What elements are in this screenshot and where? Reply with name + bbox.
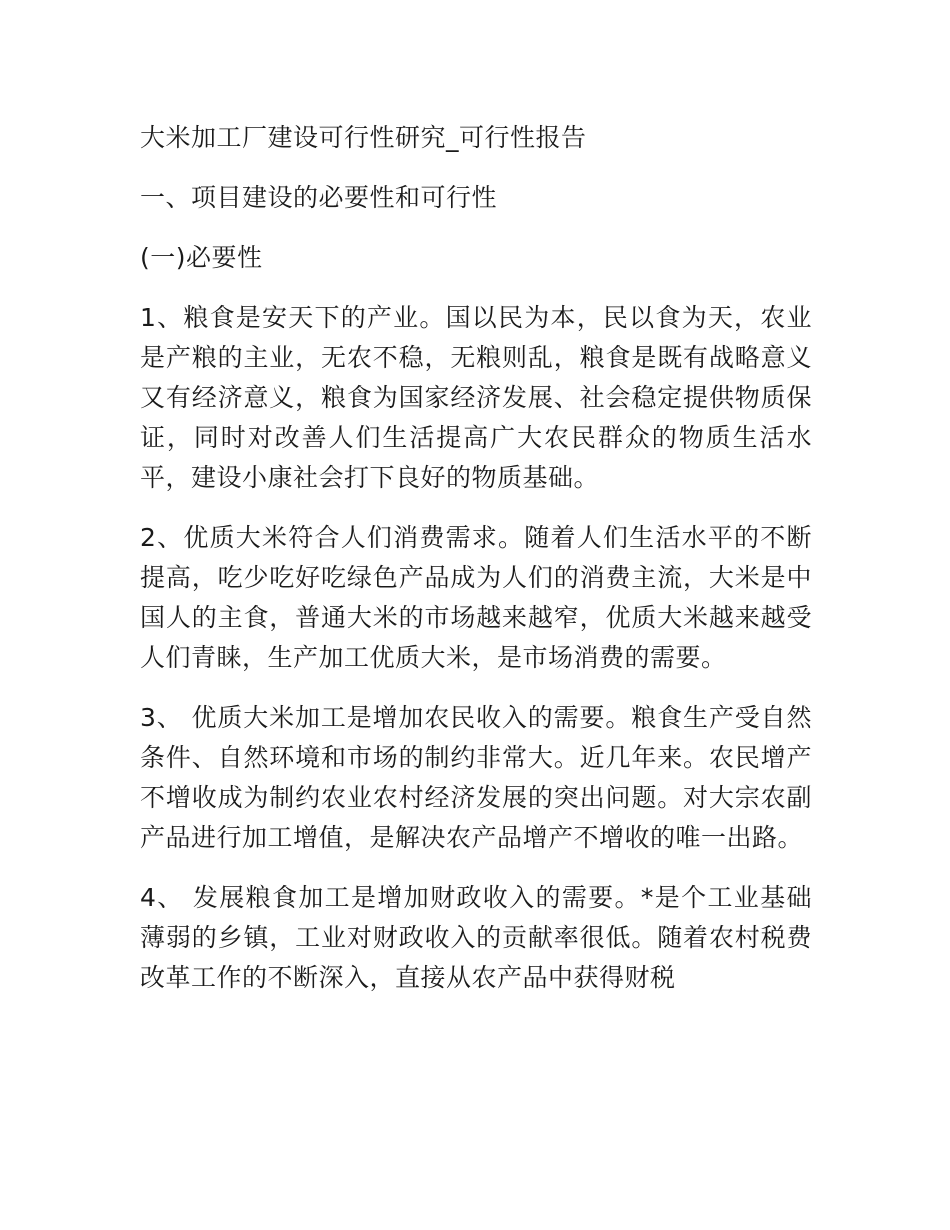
subsection-heading: (一)必要性 xyxy=(140,243,263,272)
document-body xyxy=(140,118,812,1018)
document-title: 大米加工厂建设可行性研究_可行性报告 xyxy=(140,123,587,152)
section-heading: 一、项目建设的必要性和可行性 xyxy=(140,183,498,212)
paragraph-2: 2、优质大米符合人们消费需求。随着人们生活水平的不断提高，吃少吃好吃绿色产品成为人们的消费主流，大米是中国人的主食，普通大米的市场越来越窄，优质大米越来越受人们青睐，生产加工优质大米，是市场消费的需要。 xyxy=(140,523,812,672)
paragraph-4: 4、 发展粮食加工是增加财政收入的需要。*是个工业基础薄弱的乡镇，工业对财政收入的贡献率很低。随着农村税费改革工作的不断深入，直接从农产品中获得财税 xyxy=(140,883,812,992)
paragraph-3: 3、 优质大米加工是增加农民收入的需要。粮食生产受自然条件、自然环境和市场的制约非常大。近几年来。农民增产不增收成为制约农业农村经济发展的突出问题。对大宗农副产品进行加工增值，是解决农产品增产不增收的唯一出路。 xyxy=(140,703,812,852)
paragraph-1: 1、粮食是安天下的产业。国以民为本，民以食为天，农业是产粮的主业，无农不稳，无粮则乱，粮食是既有战略意义又有经济意义，粮食为国家经济发展、社会稳定提供物质保证，同时对改善人们生活提高广大农民群众的物质生活水平，建设小康社会打下良好的物质基础。 xyxy=(140,303,812,492)
